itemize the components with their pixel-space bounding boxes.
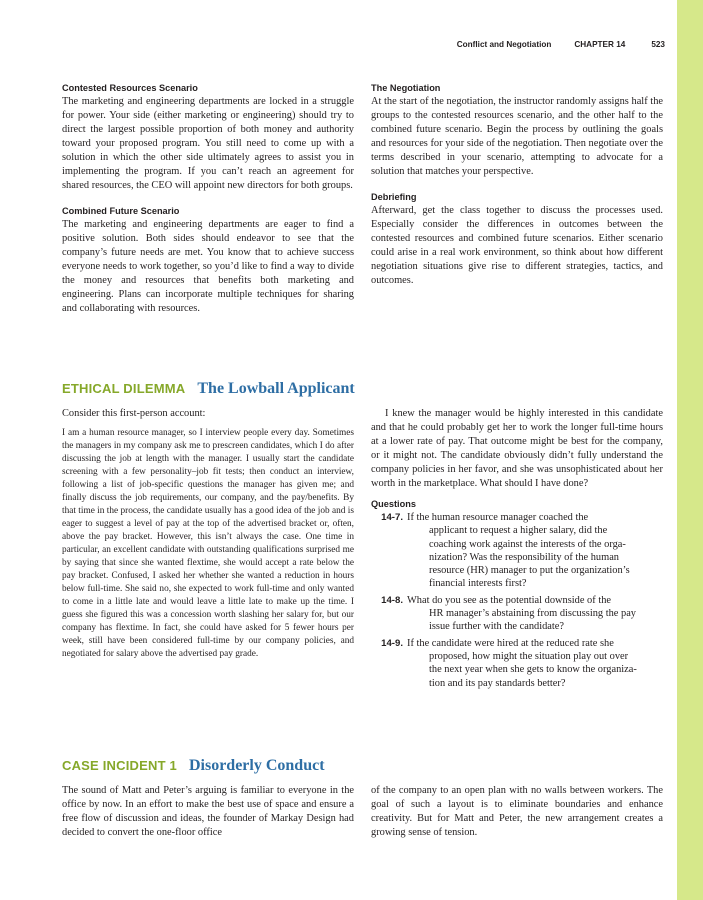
- question-line: the next year when she gets to know the organiza-: [429, 664, 637, 676]
- question-number: 14-7.: [381, 512, 403, 523]
- running-head-chapter: CHAPTER 14: [574, 40, 626, 49]
- question-number: 14-9.: [381, 637, 403, 649]
- question-line: HR manager’s abstaining from discussing the pay: [429, 608, 637, 620]
- case-incident-label: CASE INCIDENT 1: [62, 758, 177, 773]
- page-number: 523: [651, 40, 665, 49]
- chapter-side-tab: [677, 0, 703, 900]
- ethical-dilemma-continuation: I knew the manager would be highly interested in this candidate and that he could probably get her to work the longer full-time hours at a lower rate of pay. That outcome might be best for the company, or it might not. The candidate obviously didn’t fully understand the company policies in her favor, and she was unsophisticated about her worth in the marketplace. What should I have done?: [371, 408, 663, 489]
- case-incident-right-text: of the company to an open plan with no walls between workers. The goal of such a layout is to eliminate boundaries and enhance creativity. But for Matt and Peter, the new arrangement creates a growing sense of tension.: [371, 785, 663, 838]
- question-line: nization? Was the responsibility of the human: [429, 551, 620, 563]
- ethical-dilemma-title: The Lowball Applicant: [197, 380, 355, 397]
- combined-heading: Combined Future Scenario: [62, 206, 180, 216]
- negotiation-body: At the start of the negotiation, the instructor randomly assigns half the groups to the contested resources scenario, and the other half to the combined future scenario. Begin the process by outlining the goals and resources for your side of the negotiation. Then negotiate over the terms described in your scenario, attempting to advocate for a solution that matches your perspective.: [371, 96, 663, 177]
- combined-body: The marketing and engineering departments are eager to find a positive solution. Both sides should endeavor to see that the company’s future needs are met. You know that to achieve success everyone needs to work together, so you’d like to find a way to divide the money and resources that benefits both marketing and engineering. Plans can incorporate multiple techniques for sharing and collaborating with resources.: [62, 219, 354, 314]
- ethical-dilemma-label: ETHICAL DILEMMA: [62, 381, 186, 396]
- debriefing-body: Afterward, get the class together to discuss the processes used. Especially consider the differences in outcomes between the contested resources and combined future scenarios. Either scenario could arise in a real work environment, so think about how different negotiation situations give rise to different strategies, tactics, and outcomes.: [371, 205, 663, 286]
- question-line: coaching work against the interests of the orga-: [429, 538, 626, 550]
- question-line: If the human resource manager coached the: [407, 512, 589, 523]
- question-item: [371, 511, 663, 591]
- questions-list: [371, 511, 663, 690]
- question-line: applicant to request a higher salary, did the: [429, 525, 608, 537]
- case-incident-left-text: The sound of Matt and Peter’s arguing is familiar to everyone in the office by now. In an effort to make the best use of space and ensure a free flow of discussion and ideas, the founder of Markay Design had decided to convert the one-floor office: [62, 785, 354, 838]
- contested-heading: Contested Resources Scenario: [62, 83, 198, 93]
- ethical-dilemma-quote: I am a human resource manager, so I interview people every day. Sometimes the managers in my company ask me to prescreen candidates, which I do after discussing the job at length with the manager. I usually start the candidate screening with a few personality–job fit tests; then conduct an interview, following a list of job-specific questions the manager has given me; and finally discuss the job requirements, our company, and the pay/benefits. By that time in the process, the candidate usually has a good idea of the job and is eager to suggest a level of pay at the top of the advertised bracket or, often, above the pay bracket. However, this isn’t always the case. One time in particular, an excellent candidate with outstanding qualifications surprised me by saying that since she wanted flextime, she would accept a rate below the pay bracket. Confused, I asked her whether she wanted a reduction in hours below full-time. She said no, she expected to work full-time and only wanted to come in a little late and would leave a little late to make up the time. I guess she figured this was a concession worth slashing her salary for, but our company has flextime. In fact, she could have asked for 5 fewer hours per week, still have been considered full-time by our company policies, and negotiated for salary above the advertised pay grade.: [62, 428, 354, 659]
- ethical-dilemma-left-column: [62, 407, 354, 661]
- negotiation-heading: The Negotiation: [371, 83, 441, 93]
- debriefing-heading: Debriefing: [371, 192, 417, 202]
- ethical-dilemma-header: [62, 380, 355, 398]
- contested-body: The marketing and engineering departments are locked in a struggle for power. Your side (either marketing or engineering) should try to direct the largest possible proportion of both money and authority toward your proposed program. You still need to come up with a solution in which the other side ultimately agrees to assist you in implementing the program. If you can’t reach an agreement for shared resources, the CEO will appoint new directors for both groups.: [62, 96, 354, 191]
- case-incident-left-column: [62, 784, 354, 840]
- scenarios-right-column: [371, 82, 663, 288]
- question-number: 14-8.: [381, 594, 403, 606]
- question-line: What do you see as the potential downside of the: [407, 594, 612, 606]
- question-line: If the candidate were hired at the reduced rate she: [407, 637, 614, 649]
- running-head: [457, 40, 665, 49]
- ethical-dilemma-right-column: [371, 407, 663, 690]
- question-line: issue further with the candidate?: [429, 621, 565, 633]
- running-head-title: Conflict and Negotiation: [456, 40, 552, 49]
- case-incident-title: Disorderly Conduct: [188, 757, 325, 774]
- case-incident-right-column: [371, 784, 663, 840]
- ethical-dilemma-intro: Consider this first-person account:: [62, 408, 206, 419]
- question-line: financial interests first?: [429, 578, 527, 590]
- question-line: resource (HR) manager to put the organization’s: [429, 565, 630, 577]
- scenarios-left-column: [62, 82, 354, 316]
- question-item: [371, 637, 663, 690]
- question-line: proposed, how might the situation play out over: [429, 650, 629, 662]
- question-line: tion and its pay standards better?: [429, 677, 566, 689]
- question-item: [371, 594, 663, 634]
- questions-heading: Questions: [371, 499, 416, 509]
- case-incident-header: [62, 757, 325, 775]
